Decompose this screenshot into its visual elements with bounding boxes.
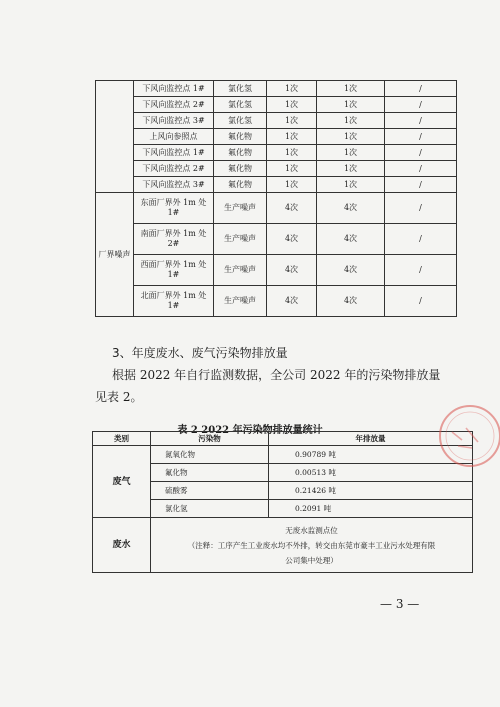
- table-row: [96, 224, 457, 255]
- table-row: [96, 177, 457, 193]
- section-heading: 3、年度废水、废气污染物排放量: [112, 346, 288, 360]
- cell-point: 上风向参照点: [134, 129, 214, 145]
- paragraph-line-1: 根据 2022 年自行监测数据，全公司 2022 年的污染物排放量: [112, 368, 441, 382]
- cell-point: 下风向监控点 1#: [134, 81, 214, 97]
- table-header-row: [93, 432, 473, 446]
- pollutant-cell: 氟化物: [151, 464, 269, 482]
- cell-point: 下风向监控点 3#: [134, 177, 214, 193]
- cell-freq-a: 1次: [267, 161, 317, 177]
- cell-item: 生产噪声: [214, 255, 267, 286]
- cell-item: 氯化氢: [214, 81, 267, 97]
- cell-freq-a: 1次: [267, 97, 317, 113]
- cell-point: 西面厂界外 1m 处 1#: [134, 255, 214, 286]
- water-note-line-1: 无废水监测点位: [285, 525, 338, 535]
- cell-freq-b: 1次: [317, 129, 385, 145]
- table-row: [96, 286, 457, 317]
- cell-freq-a: 1次: [267, 145, 317, 161]
- table-row: [96, 97, 457, 113]
- cell-remark: /: [385, 193, 457, 224]
- water-note-line-3: 公司集中处理）: [285, 555, 338, 565]
- cell-point: 南面厂界外 1m 处 2#: [134, 224, 214, 255]
- cell-remark: /: [385, 145, 457, 161]
- cell-item: 氯化氢: [214, 113, 267, 129]
- cell-freq-a: 1次: [267, 113, 317, 129]
- table-row: [96, 81, 457, 97]
- water-note: [151, 518, 473, 573]
- cell-item: 生产噪声: [214, 224, 267, 255]
- cell-freq-b: 4次: [317, 193, 385, 224]
- cell-freq-a: 1次: [267, 81, 317, 97]
- category-cell-empty: [96, 81, 134, 193]
- cell-point: 北面厂界外 1m 处 1#: [134, 286, 214, 317]
- table-caption: 表 2 2022 年污染物排放量统计: [177, 425, 323, 436]
- cell-freq-b: 1次: [317, 145, 385, 161]
- amount-cell: 0.2091 吨: [269, 500, 473, 518]
- cell-remark: /: [385, 113, 457, 129]
- cell-freq-b: 1次: [317, 177, 385, 193]
- cell-freq-a: 1次: [267, 177, 317, 193]
- cell-item: 氟化物: [214, 145, 267, 161]
- paragraph-line-2: 见表 2。: [95, 390, 143, 404]
- cell-freq-b: 1次: [317, 113, 385, 129]
- cell-item: 氟化物: [214, 129, 267, 145]
- cell-remark: /: [385, 224, 457, 255]
- table-row: [96, 113, 457, 129]
- pollutant-cell: 硫酸雾: [151, 482, 269, 500]
- cell-remark: /: [385, 255, 457, 286]
- header-amount: 年排放量: [269, 432, 473, 446]
- table-row: [96, 161, 457, 177]
- monitoring-table: [95, 80, 457, 317]
- cell-freq-b: 1次: [317, 97, 385, 113]
- cell-item: 生产噪声: [214, 193, 267, 224]
- cell-remark: /: [385, 161, 457, 177]
- table-row: [96, 129, 457, 145]
- header-category: 类别: [93, 432, 151, 446]
- page-number: — 3 —: [380, 597, 420, 611]
- cell-point: 下风向监控点 2#: [134, 161, 214, 177]
- category-noise: 厂界噪声: [96, 193, 134, 317]
- pollutant-cell: 氮氧化物: [151, 446, 269, 464]
- cell-freq-a: 4次: [267, 286, 317, 317]
- cell-item: 生产噪声: [214, 286, 267, 317]
- cell-item: 氯化氢: [214, 97, 267, 113]
- cell-remark: /: [385, 286, 457, 317]
- category-gas: 废气: [93, 446, 151, 518]
- header-pollutant: 污染物: [151, 432, 269, 446]
- cell-freq-a: 4次: [267, 255, 317, 286]
- table-row: [96, 255, 457, 286]
- cell-item: 氟化物: [214, 161, 267, 177]
- cell-item: 氟化物: [214, 177, 267, 193]
- cell-point: 下风向监控点 3#: [134, 113, 214, 129]
- cell-freq-a: 4次: [267, 224, 317, 255]
- cell-remark: /: [385, 177, 457, 193]
- cell-remark: /: [385, 81, 457, 97]
- cell-freq-a: 1次: [267, 129, 317, 145]
- table-row: [96, 145, 457, 161]
- cell-point: 下风向监控点 1#: [134, 145, 214, 161]
- cell-point: 东面厂界外 1m 处 1#: [134, 193, 214, 224]
- cell-freq-b: 4次: [317, 255, 385, 286]
- table-row: [96, 193, 457, 224]
- cell-point: 下风向监控点 2#: [134, 97, 214, 113]
- amount-cell: 0.90789 吨: [269, 446, 473, 464]
- cell-freq-b: 4次: [317, 224, 385, 255]
- cell-freq-b: 4次: [317, 286, 385, 317]
- category-water: 废水: [93, 518, 151, 573]
- pollutant-cell: 氯化氢: [151, 500, 269, 518]
- table-row: [93, 446, 473, 464]
- amount-cell: 0.21426 吨: [269, 482, 473, 500]
- cell-remark: /: [385, 97, 457, 113]
- cell-remark: /: [385, 129, 457, 145]
- table-row: [93, 518, 473, 573]
- cell-freq-b: 1次: [317, 161, 385, 177]
- cell-freq-a: 4次: [267, 193, 317, 224]
- water-note-line-2: （注释：工序产生工业废水均不外排，转交由东莞市豪丰工业污水处理有限: [187, 540, 436, 550]
- cell-freq-b: 1次: [317, 81, 385, 97]
- amount-cell: 0.00513 吨: [269, 464, 473, 482]
- emission-table: [92, 431, 473, 573]
